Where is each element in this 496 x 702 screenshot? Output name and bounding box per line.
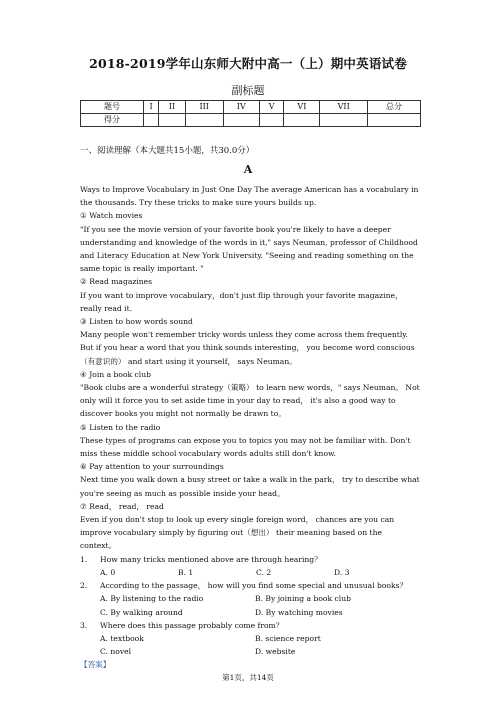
score-table-cell: IV [223, 101, 259, 114]
score-table [80, 100, 421, 127]
passage-paragraph: If you want to improve vocabulary，don't just flip through your favorite magazine，really read it. [80, 290, 403, 313]
passage-body [80, 183, 420, 672]
question [80, 579, 420, 592]
option: B. 1 [178, 567, 194, 577]
score-cell-empty [368, 114, 421, 127]
option: D. By watching movies [255, 607, 343, 617]
passage-subheading: ① Watch movies [80, 211, 143, 221]
passage-subheading: ⑦ Read， read， read [80, 501, 164, 511]
question-options [80, 592, 420, 618]
score-cell-empty [284, 114, 320, 127]
passage-paragraph: Many people won't remember tricky words unless they come across them frequently. But if you hear a word that you think sounds interesting， you become word conscious（有意识的） and start using it yourself， says Neuman。 [80, 330, 415, 366]
score-table-header-row [81, 101, 421, 114]
option: D. 3 [334, 567, 350, 577]
page-footer: 第1页，共14页 [222, 673, 274, 682]
question [80, 553, 420, 566]
score-table-cell: III [185, 101, 223, 114]
passage-subheading: ④ Join a book club [80, 369, 151, 379]
option: A. 0 [100, 567, 116, 577]
option: C. By walking around [100, 607, 183, 617]
question-options [80, 566, 420, 579]
score-table-cell: II [159, 101, 186, 114]
passage-paragraph: "Book clubs are a wonderful strategy（策略） to learn new words，" says Neuman。 Not only will it force you to set aside time in your day to read， it's also a good way to discover books you might not normally be drawn to。 [80, 383, 420, 419]
passage-paragraph: "If you see the movie version of your favorite book you're likely to have a deeper understanding and knowledge of the words in it," says Neuman, professor of Childhood and Literacy Education at New York University. "Seeing and reading something on the same topic is really important. " [80, 224, 418, 274]
passage-paragraph: Next time you walk down a busy street or take a walk in the park， try to describe what you're seeing as much as possible inside your head。 [80, 475, 420, 498]
option: A. By listening to the radio [100, 594, 204, 604]
score-table-cell: V [259, 101, 284, 114]
question-text: How many tricks mentioned above are through hearing？ [100, 554, 322, 564]
score-table-cell: 总分 [368, 101, 421, 114]
question-options [80, 632, 420, 658]
score-table-cell: VI [284, 101, 320, 114]
score-table-cell: 题号 [81, 101, 144, 114]
answer-label: 【答案】 [80, 660, 111, 670]
question-number: 3. [80, 620, 88, 630]
score-cell-empty [223, 114, 259, 127]
option: C. 2 [256, 567, 272, 577]
option: B. science report [255, 633, 321, 643]
score-cell-empty [159, 114, 186, 127]
passage-paragraph: These types of programs can expose you to topics you may not be familiar with. Don't miss these middle school vocabulary words adults still don't know. [80, 435, 411, 459]
passage-subheading: ③ Listen to how words sound [80, 317, 193, 327]
option: B. By joining a book club [255, 594, 351, 604]
passage-paragraph: Even if you don't stop to look up every single foreign word， chances are you can improve vocabulary simply by figuring out（想出） their meaning based on the context。 [80, 515, 395, 551]
score-table-score-row [81, 114, 421, 127]
question-number: 1. [80, 554, 88, 564]
score-table-cell: I [144, 101, 159, 114]
passage-letter: A [243, 163, 253, 176]
option: C. novel [100, 647, 132, 657]
exam-subtitle: 副标题 [231, 84, 265, 97]
score-cell-empty [259, 114, 284, 127]
score-table-row-label: 得分 [81, 114, 144, 127]
option: D. website [255, 647, 296, 657]
passage-subheading: ② Read magazines [80, 277, 153, 287]
score-cell-empty [185, 114, 223, 127]
passage-paragraph: Ways to Improve Vocabulary in Just One Day The average American has a vocabulary in the thousands. Try these tricks to make sure yours builds up. [80, 185, 419, 208]
section-heading: 一、阅读理解（本大题共15小题，共30.0分） [80, 146, 255, 156]
question-text: Where does this passage probably come from？ [100, 620, 284, 630]
question-number: 2. [80, 581, 88, 591]
exam-title: 2018-2019学年山东师大附中高一（上）期中英语试卷 [89, 56, 407, 71]
passage-subheading: ⑤ Listen to the radio [80, 422, 161, 432]
option: A. textbook [100, 633, 144, 643]
question [80, 619, 420, 632]
score-table-cell: VII [320, 101, 368, 114]
question-text: According to the passage， how will you find some special and unusual books？ [100, 581, 408, 591]
passage-subheading: ⑥ Pay attention to your surroundings [80, 462, 224, 472]
score-cell-empty [144, 114, 159, 127]
score-cell-empty [320, 114, 368, 127]
